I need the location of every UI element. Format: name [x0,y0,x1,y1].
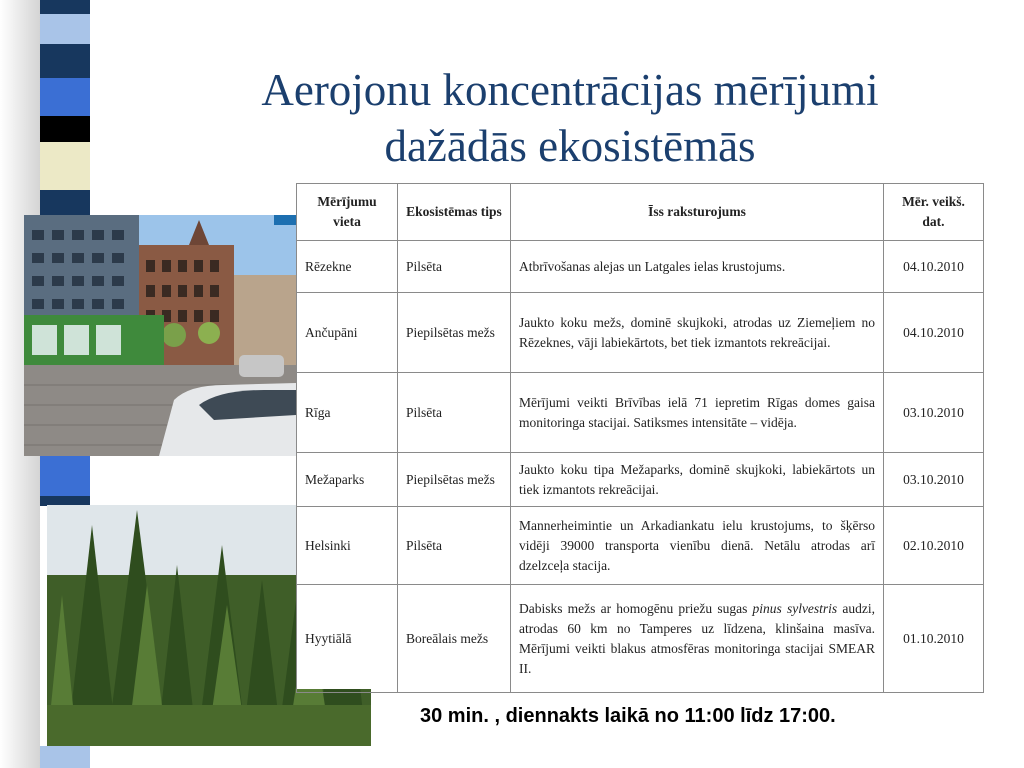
measurement-table [296,183,983,689]
table-row [297,241,984,293]
table-row [297,453,984,507]
desc-text-end: audzi, atrodas 60 km no Tamperes uz līdzena, klinšaina masīva. Mērījumi veikti blakus atmosfēras monitoringa stacijai SMEAR II. [519,600,875,676]
strip-block [40,14,90,44]
cell-description: Mannerheimintie un Arkadiankatu ielu krustojums, to šķērso vidēji 39000 transporta vienību dienā. Netālu atrodas arī dzelzceļa stacija. [511,507,884,585]
strip-block [40,44,90,78]
cell-ecosystem: Piepilsētas mežs [398,293,511,373]
header-date: Mēr. veikš. dat. [884,184,984,241]
cell-date: 04.10.2010 [884,241,984,293]
strip-block [40,0,90,14]
header-place: Mērījumu vieta [297,184,398,241]
species-name: pinus sylvestris [752,600,838,616]
strip-block [40,78,90,116]
cell-date: 04.10.2010 [884,293,984,373]
cell-place: Rīga [297,373,398,453]
cell-description: Jaukto koku tipa Mežaparks, dominē skujkoki, labiekārtots un tiek izmantots rekreācijai. [511,453,884,507]
slide-title [190,62,950,174]
cell-date: 01.10.2010 [884,585,984,693]
cell-description: Atbrīvošanas alejas un Latgales ielas krustojums. [511,241,884,293]
cell-place: Hyytiālā [297,585,398,693]
measurements-table [296,183,984,693]
strip-block [40,746,90,768]
table-header-row [297,184,984,241]
header-description: Īss raksturojums [511,184,884,241]
cell-ecosystem: Pilsēta [398,507,511,585]
cell-ecosystem: Pilsēta [398,373,511,453]
cell-ecosystem: Pilsēta [398,241,511,293]
table-row [297,293,984,373]
table-row [297,373,984,453]
cell-place: Helsinki [297,507,398,585]
cell-date: 02.10.2010 [884,507,984,585]
cell-date: 03.10.2010 [884,373,984,453]
cell-description: Mērījumi veikti Brīvības ielā 71 iepretim Rīgas domes gaisa monitoringa stacijai. Satiksmes intensitāte – vidēja. [511,373,884,453]
header-ecosystem: Ekosistēmas tips [398,184,511,241]
cell-place: Ančupāni [297,293,398,373]
city-street-image [24,215,296,456]
cell-place: Rēzekne [297,241,398,293]
cell-place: Mežaparks [297,453,398,507]
desc-text-start: Dabisks mežs ar homogēnu priežu sugas [519,600,753,616]
strip-block [40,190,90,216]
cell-description: Jaukto koku mežs, dominē skujkoki, atrodas uz Ziemeļiem no Rēzeknes, vāji labiekārtots, bet tiek izmantots rekreācijai. [511,293,884,373]
strip-block [40,142,90,190]
title-line-1: Aerojonu koncentrācijas mērījumi [261,65,879,115]
table-row [297,585,984,693]
title-line-2: dažādās ekosistēmās [384,121,756,171]
cell-ecosystem: Boreālais mežs [398,585,511,693]
strip-block [40,116,90,142]
measurement-time-note: 30 min. , diennakts laikā no 11:00 līdz 17:00. [420,705,836,727]
table-row [297,507,984,585]
strip-block [40,456,90,496]
city-street-photo [24,215,296,456]
cell-description [511,585,884,693]
cell-ecosystem: Piepilsētas mežs [398,453,511,507]
cell-date: 03.10.2010 [884,453,984,507]
